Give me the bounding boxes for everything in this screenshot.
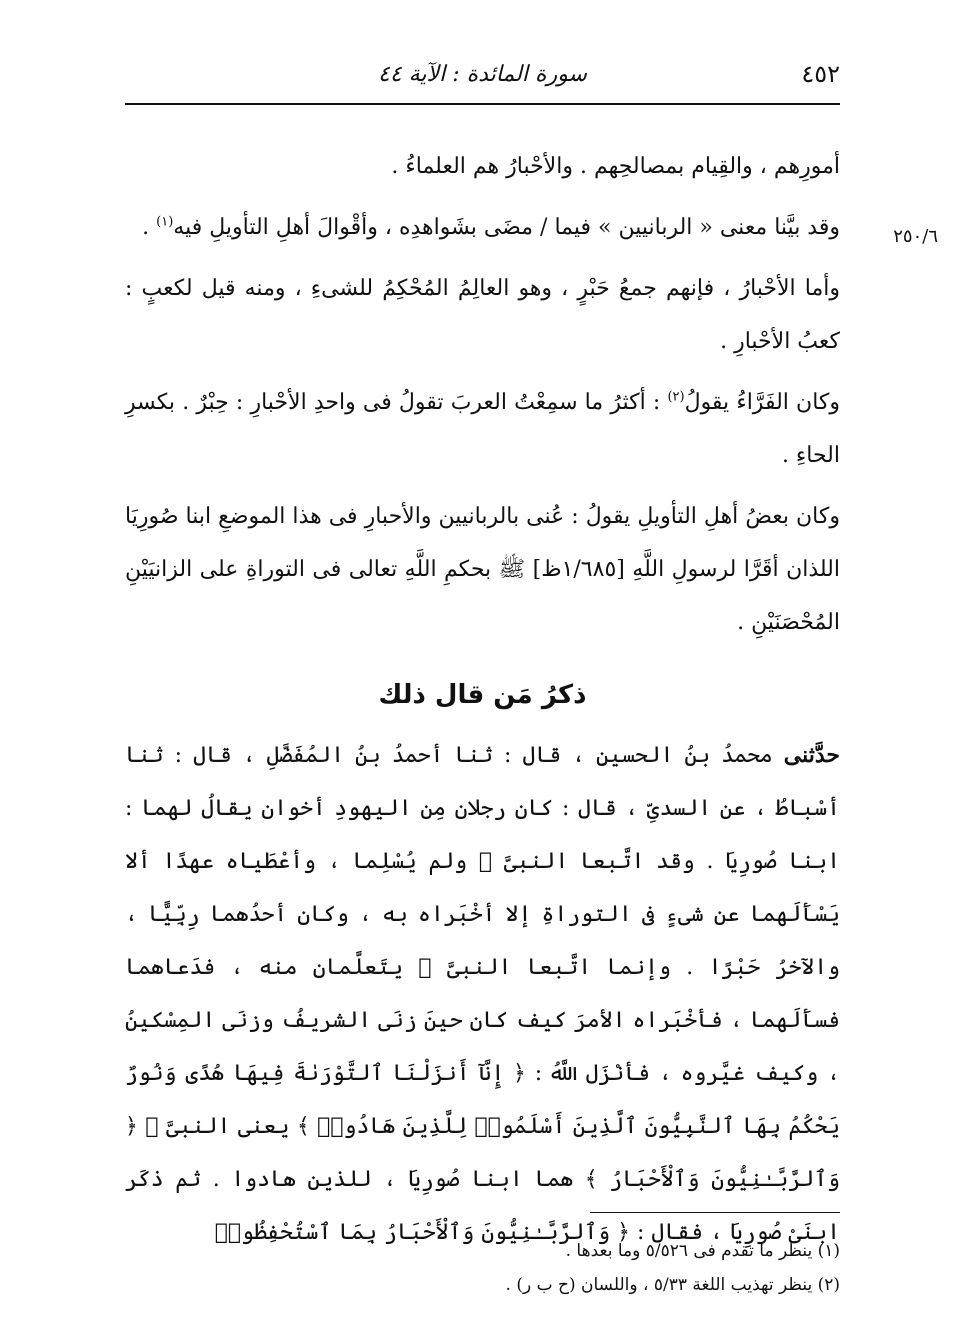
footnote-2: (٢) ينظر تهذيب اللغة ٥/٣٣ ، واللسان (ح ب ر) . [505,1275,840,1295]
paragraph-1-text: أمورِهم ، والقِيام بمصالحِهم . والأحْبارُ هم العلماءُ . [391,154,840,179]
footnotes [125,1234,840,1302]
page-header [125,58,840,100]
paragraph-6 [125,729,840,1259]
paragraph-2-text: وقد بيَّنا معنى « الربانيين » فيما / مضَى بشَواهدِه ، وأقْوالَ أهلِ التأويلِ فيه [173,215,840,240]
paragraph-1 [125,140,840,193]
footnote-ref-1[interactable]: (١) [156,214,174,230]
paragraph-5 [125,490,840,649]
running-title: سورة المائدة : الآية ٤٤ [378,62,587,87]
paragraph-2 [125,201,840,254]
paragraph-3-text: وأما الأحْبارُ ، فإنهم جمعُ حَبْرٍ ، وهو العالِمُ المُحْكِمُ للشىءِ ، ومنه قيل لكعبٍ : كعبُ الأحْبارِ . [125,276,840,354]
main-text [125,140,840,1267]
header-rule [125,103,840,105]
paragraph-6-mid: يعنى النبىَّ ﷺ [137,1114,297,1139]
section-heading: ذكرُ مَن قال ذلك [378,680,587,710]
footnote-ref-2[interactable]: (٢) [667,389,685,405]
paragraph-2-end: . [142,215,157,240]
paragraph-5-text: وكان بعضُ أهلِ التأويلِ يقولُ : عُنى بالربانيين والأحبارِ فى هذا الموضعِ ابنا صُورِيَا اللذان أقَرَّا لرسولِ اللَّهِ [١/٦٨٥ظ] ﷺ بحكمِ اللَّهِ تعالى فى التوراةِ على الزانيَيْنِ المُحْصَنَيْنِ . [125,504,840,635]
page-number: ٤٥٢ [801,60,840,88]
quran-quote-3: ﴿ وَٱلرَّبَّـٰنِيُّونَ وَٱلْأَحْبَارُ بِمَا ٱسْتُحْفِظُوا۟ [214,1220,631,1245]
margin-reference: ٢٥٠/٦ [893,226,938,247]
paragraph-4 [125,376,840,482]
paragraph-6-text: محمدُ بنُ الحسينِ ، قال : ثنا أحمدُ بنُ المُفَضَّلِ ، قال : ثنا أسْباطُ ، عن السدىِّ ، قال : كان رجلان مِن اليهودِ أخوان يقالُ لهما : ابنا صُورِيَا . وقد اتَّبعا النبىَّ ﷺ ولم يُسْلِما ، وأعْطَياه عهدًا ألا يَسْأَلَهما عن شىءٍ فى التوراةِ إلا أخْبَراه به ، وكان أحدُهما رِبِّيًّا ، والآخرُ حَبْرًا . وإنما اتَّبعا النبىَّ ﷺ يتَعلَّمان منه ، فدَعاهما فسأَلَهما ، فأخْبَراه الأمرَ كيف كان حينَ زنَى الشريفُ وزنَى المِسْكينُ ، وكيف غيَّروه ، فأنْزَل اللَّهُ : [125,743,840,1086]
paragraph-4-rest: : أكثرُ ما سمِعْتُ العربَ تقولُ فى واحدِ الأحْبارِ : حِبْرٌ . بكسرِ الحاءِ . [125,390,840,468]
quran-quote-2: ﴿ وَٱلرَّبَّـٰنِيُّونَ وَٱلْأَحْبَارُ ﴾ [125,1114,840,1192]
quran-quote-1: ﴿ إِنَّآ أَنزَلْنَا ٱلتَّوْرَىٰةَ فِيهَا هُدًى وَنُورٌ يَحْكُمُ بِهَا ٱلنَّبِيُّونَ ٱلَّذِينَ أَسْلَمُوا۟ لِلَّذِينَ هَادُوا۟ ﴾ [125,1061,840,1139]
paragraph-6-lead: حدَّثنى [783,742,840,768]
footnote-rule [590,1212,840,1213]
paragraph-4-text: وكان الفَرَّاءُ يقولُ [684,390,841,415]
paragraph-3 [125,262,840,368]
footnote-1: (١) ينظر ما تقدم فى ٥/٥٢٦ وما بعدها . [565,1241,840,1261]
paragraph-6-mid2: هما ابنا صُورِيَا ، للذين هادوا . ثم ذكَر ابنَىْ صُورِيَا ، فقال : [125,1167,840,1245]
